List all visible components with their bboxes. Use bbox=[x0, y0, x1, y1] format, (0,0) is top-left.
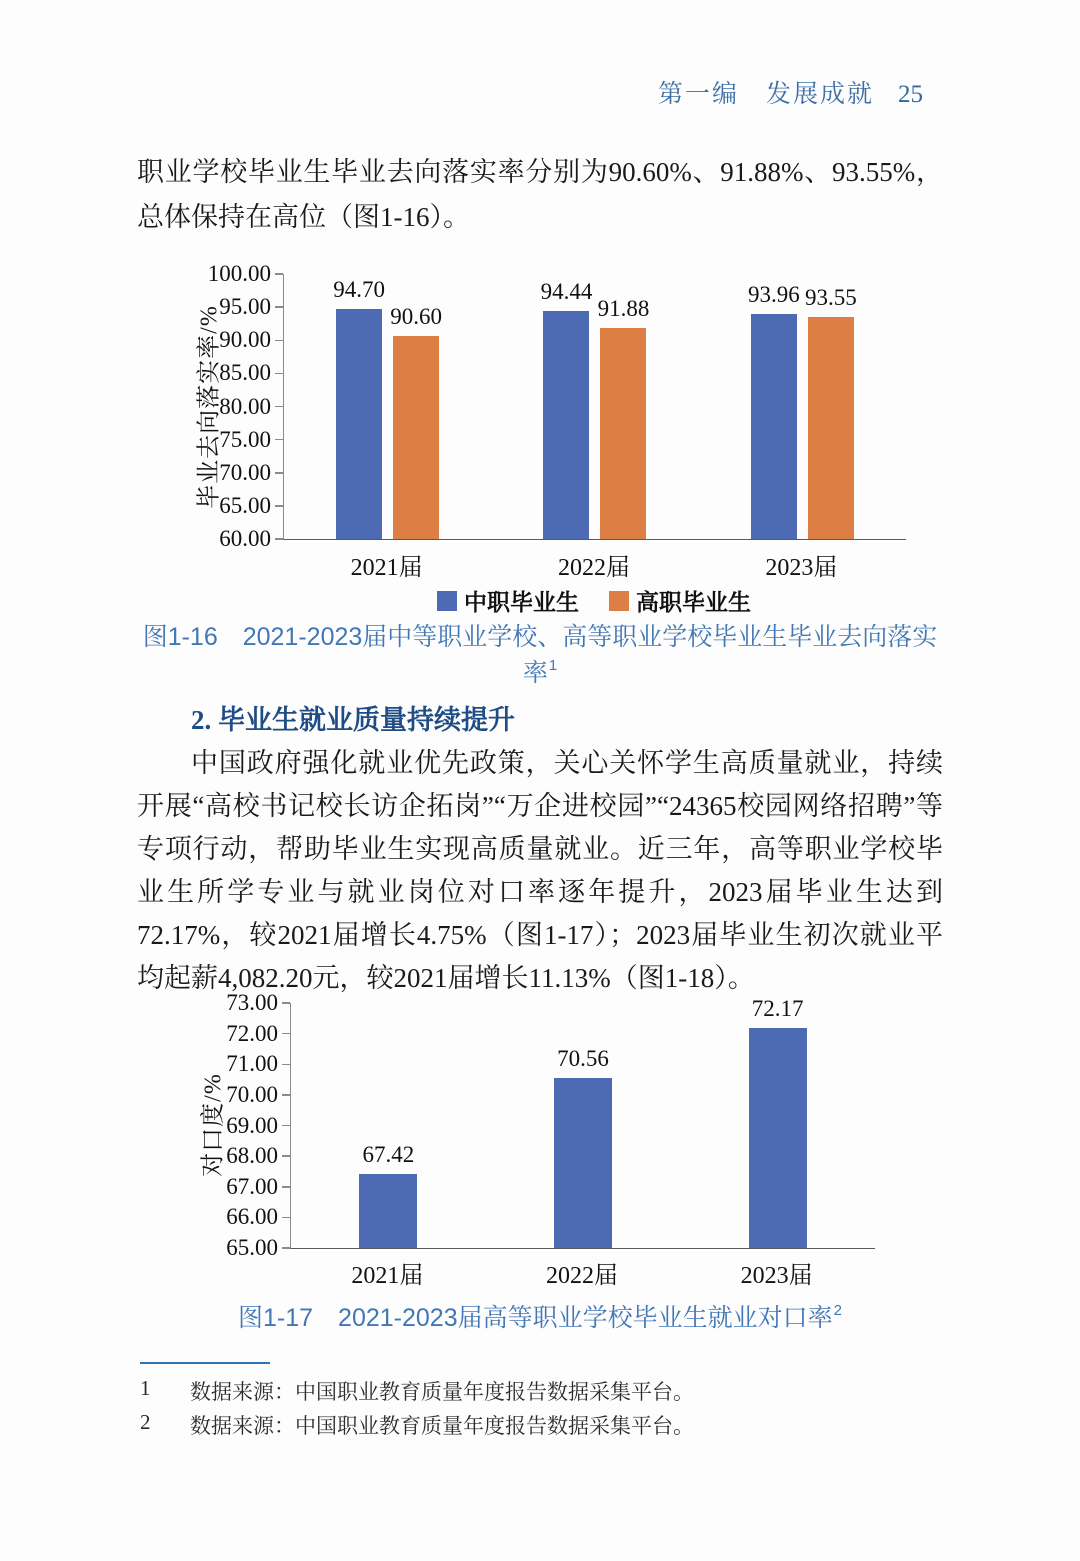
bar-2022届 bbox=[554, 1003, 612, 1248]
footnote-2 bbox=[140, 1410, 900, 1440]
chart-figure-1-17 bbox=[140, 985, 920, 1289]
bar-groups bbox=[284, 274, 906, 539]
y-tick: 70.00 bbox=[226, 1082, 290, 1108]
y-tick: 75.00 bbox=[219, 427, 283, 453]
x-tick-label: 2023届 bbox=[740, 1263, 813, 1289]
footnote-divider bbox=[140, 1362, 270, 1364]
footnote-number: 1 bbox=[140, 1376, 151, 1400]
bar-group bbox=[486, 1003, 681, 1248]
bar-group bbox=[491, 274, 698, 539]
y-tick: 72.00 bbox=[226, 1021, 290, 1047]
y-tick: 80.00 bbox=[219, 394, 283, 420]
y-tick: 70.00 bbox=[219, 460, 283, 486]
y-tick: 60.00 bbox=[219, 526, 283, 552]
y-tick: 65.00 bbox=[226, 1235, 290, 1261]
bar-2023届 bbox=[749, 996, 807, 1248]
bar-2023届-中职毕业生 bbox=[747, 274, 800, 539]
bar-2021届-中职毕业生 bbox=[333, 274, 386, 539]
figure-caption-1-16 bbox=[137, 617, 943, 689]
y-tick: 100.00 bbox=[208, 261, 283, 287]
bar-2021届 bbox=[359, 1003, 417, 1248]
chart-legend bbox=[283, 584, 905, 617]
y-tick: 65.00 bbox=[219, 493, 283, 519]
bar-value-label: 91.88 bbox=[597, 295, 650, 321]
bar-value-label: 93.55 bbox=[804, 284, 857, 310]
bar-value-label: 90.60 bbox=[390, 304, 443, 330]
bar-2022届-中职毕业生 bbox=[540, 274, 593, 539]
footnote-1 bbox=[140, 1376, 900, 1406]
caption-text: 图1-16 2021-2023届中等职业学校、高等职业学校毕业生毕业去向落实率 bbox=[142, 623, 938, 687]
bar-group bbox=[680, 996, 875, 1248]
x-tick-label: 2023届 bbox=[765, 555, 838, 581]
bar-groups bbox=[291, 996, 875, 1248]
x-tick-label: 2022届 bbox=[557, 555, 630, 581]
y-tick: 66.00 bbox=[226, 1204, 290, 1230]
x-axis-labels bbox=[290, 1255, 874, 1290]
bar-value-label: 94.44 bbox=[540, 278, 593, 304]
footnote-text: 数据来源：中国职业教育质量年度报告数据采集平台。 bbox=[190, 1414, 694, 1438]
y-axis-ticks bbox=[140, 261, 283, 551]
legend-item: 中职毕业生 bbox=[437, 584, 579, 617]
caption-text: 图1-17 2021-2023届高等职业学校毕业生就业对口率 bbox=[238, 1304, 833, 1332]
bar-value-label: 72.17 bbox=[751, 996, 804, 1022]
y-tick: 71.00 bbox=[226, 1051, 290, 1077]
section-heading-2: 2. 毕业生就业质量持续提升 bbox=[191, 705, 515, 735]
bar-group bbox=[699, 274, 906, 539]
footnote-text: 数据来源：中国职业教育质量年度报告数据采集平台。 bbox=[190, 1380, 694, 1404]
legend-swatch bbox=[609, 591, 629, 611]
bar-value-label: 67.42 bbox=[362, 1141, 415, 1167]
paragraph-employment-rate: 职业学校毕业生毕业去向落实率分别为90.60%、91.88%、93.55%，总体保持在高位（图1-16）。 bbox=[137, 157, 943, 232]
y-axis-label: 毕业去向落实率/% bbox=[196, 305, 223, 509]
legend-swatch bbox=[437, 591, 457, 611]
x-tick-label: 2021届 bbox=[351, 1263, 424, 1289]
footnote-ref-1: 1 bbox=[548, 656, 558, 674]
y-tick: 95.00 bbox=[219, 294, 283, 320]
bar-value-label: 94.70 bbox=[333, 277, 386, 303]
x-axis-labels bbox=[283, 547, 905, 582]
y-tick: 67.00 bbox=[226, 1174, 290, 1200]
y-tick: 90.00 bbox=[219, 327, 283, 353]
y-tick: 68.00 bbox=[226, 1143, 290, 1169]
x-tick-label: 2022届 bbox=[546, 1263, 618, 1289]
bar-group bbox=[291, 1003, 486, 1248]
y-tick: 85.00 bbox=[219, 360, 283, 386]
page-number: 25 bbox=[898, 81, 923, 108]
paragraph-employment-quality: 中国政府强化就业优先政策，关心关怀学生高质量就业，持续开展“高校书记校长访企拓岗”“万企进校园”“24365校园网络招聘”等专项行动，帮助毕业生实现高质量就业。近三年，高等职业学校毕业生所学专业与就业岗位对口率逐年提升，2023届毕业生达到72.17%，较2021届增长4.75%（图1-17）；2023届毕业生初次就业平均起薪4,082.20元，较2021届增长11.13%（图1-18）。 bbox=[137, 748, 943, 993]
page-header bbox=[658, 74, 923, 110]
y-axis-label: 对口度/% bbox=[200, 1073, 227, 1177]
bar-2021届-高职毕业生 bbox=[390, 274, 443, 539]
plot-area bbox=[290, 996, 875, 1249]
y-tick: 69.00 bbox=[226, 1113, 290, 1139]
footnote-number: 2 bbox=[140, 1410, 151, 1434]
y-axis-ticks bbox=[140, 990, 290, 1260]
y-tick: 73.00 bbox=[226, 990, 290, 1016]
bar-2022届-高职毕业生 bbox=[597, 274, 650, 539]
bar-group bbox=[284, 274, 491, 539]
footnote-ref-2: 2 bbox=[833, 1301, 842, 1319]
bar-value-label: 93.96 bbox=[747, 282, 800, 308]
x-tick-label: 2021届 bbox=[350, 555, 423, 581]
bar-2023届-高职毕业生 bbox=[804, 274, 857, 539]
chart-figure-1-16 bbox=[140, 261, 920, 615]
legend-item: 高职毕业生 bbox=[609, 584, 751, 617]
plot-area bbox=[283, 274, 906, 540]
figure-caption-1-17 bbox=[137, 1298, 943, 1334]
chapter-title: 第一编 发展成就 bbox=[657, 81, 874, 108]
bar-value-label: 70.56 bbox=[557, 1045, 609, 1071]
